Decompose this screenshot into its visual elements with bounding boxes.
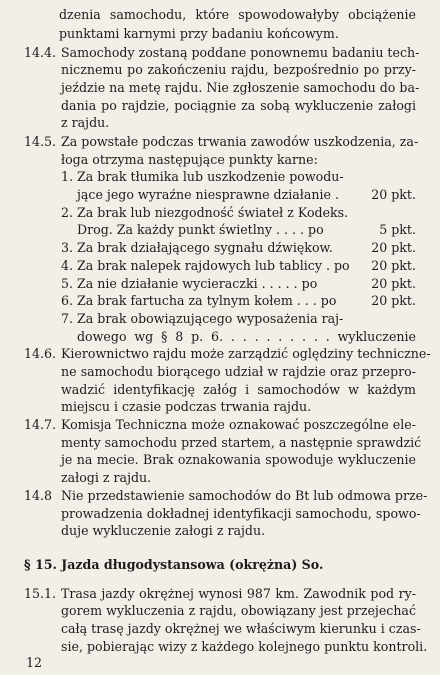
list-item: Drog. Za każdy punkt świetlny . . . . po: [77, 222, 324, 238]
text-line: wadzić identyfikację załóg i samochodów w każdym: [61, 381, 416, 397]
section-number: 14.6.: [24, 346, 57, 362]
text-line: miejscu i czasie podczas trwania rajdu.: [61, 399, 312, 415]
text-line: gorem wykluczenia z rajdu, obowiązany jest przejechać: [61, 603, 416, 619]
text-line: duje wykluczenie załogi z rajdu.: [61, 523, 266, 539]
penalty-value: 20 pkt.: [371, 187, 416, 203]
text-line: całą trasę jazdy okrężnej we właściwym kierunku i czas-: [61, 620, 421, 636]
text-line: dzenia samochodu, które spowodowałyby obciążenie: [59, 7, 416, 23]
text-line: Nie przedstawienie samochodów do Bt lub odmowa prze-: [61, 487, 428, 503]
section-number: 14.4.: [24, 44, 57, 60]
list-item: 7. Za brak obowiązującego wyposażenia raj-: [61, 310, 344, 326]
text-line: Kierownictwo rajdu może zarządzić oględziny techniczne-: [61, 346, 431, 362]
text-line: Trasa jazdy okrężnej wynosi 987 km. Zawodnik pod ry-: [61, 585, 416, 601]
list-item: jące jego wyraźne niesprawne działanie .: [77, 187, 339, 203]
text-line: Za powstałe podczas trwania zawodów uszkodzenia, za-: [61, 134, 419, 149]
list-item: 4. Za brak nalepek rajdowych lub tablicy . po: [61, 257, 350, 273]
penalty-value: 20 pkt.: [371, 257, 416, 273]
penalty-value: 20 pkt.: [371, 275, 416, 291]
text-line: dania po rajdzie, pociągnie za sobą wykluczenie załogi: [61, 97, 416, 113]
list-item: 5. Za nie działanie wycieraczki . . . . . po: [61, 275, 318, 291]
list-item: 3. Za brak działającego sygnału dźwiękow.: [61, 240, 333, 256]
text-line: Samochody zostaną poddane ponownemu badaniu tech-: [61, 44, 420, 60]
section-number: 14.5.: [24, 134, 57, 149]
text-line: ne samochodu biorącego udział w rajdzie oraz przepro-: [61, 364, 416, 379]
list-item: 1. Za brak tłumika lub uszkodzenie powodu-: [61, 169, 344, 185]
text-line: menty samochodu przed startem, a następnie sprawdzić: [61, 434, 422, 450]
penalty-value: 5 pkt.: [379, 222, 416, 238]
penalty-value: 20 pkt.: [371, 240, 416, 256]
penalty-value: 20 pkt.: [371, 293, 416, 309]
text-line: załogi z rajdu.: [61, 470, 152, 486]
section-number: 15.1.: [24, 585, 57, 601]
text-line: prowadzenia dokładnej identyfikacji samochodu, spowo-: [61, 505, 421, 521]
text-line: je na mecie. Brak oznakowania spowoduje wykluczenie: [61, 452, 416, 468]
page-number: 12: [26, 655, 43, 671]
section-number: 14.8: [24, 487, 53, 503]
list-item: 2. Za brak lub niezgodność świateł z Kodeks.: [61, 204, 349, 220]
text-line: jeździe na metę rajdu. Nie zgłoszenie samochodu do ba-: [61, 80, 420, 95]
text-line: łoga otrzyma następujące punkty karne:: [61, 151, 318, 167]
text-line: Komisja Techniczna może oznakować poszczególne ele-: [61, 417, 416, 432]
text-line: nicznemu po zakończeniu rajdu, bezpośrednio po przy-: [61, 62, 416, 78]
text-line: sie, pobierając wizy z każdego kolejnego punktu kontroli.: [61, 638, 428, 654]
section-number: 14.7.: [24, 417, 57, 432]
section-heading: § 15. Jazda długodystansowa (okrężna) So.: [24, 556, 324, 572]
text-line: punktami karnymi przy badaniu końcowym.: [59, 26, 339, 41]
list-item: 6. Za brak fartucha za tylnym kołem . . . po: [61, 293, 337, 309]
text-line: z rajdu.: [61, 115, 110, 131]
list-item: dowego wg § 8 p. 6. . . . . . . . . . wykluczenie: [77, 328, 416, 344]
